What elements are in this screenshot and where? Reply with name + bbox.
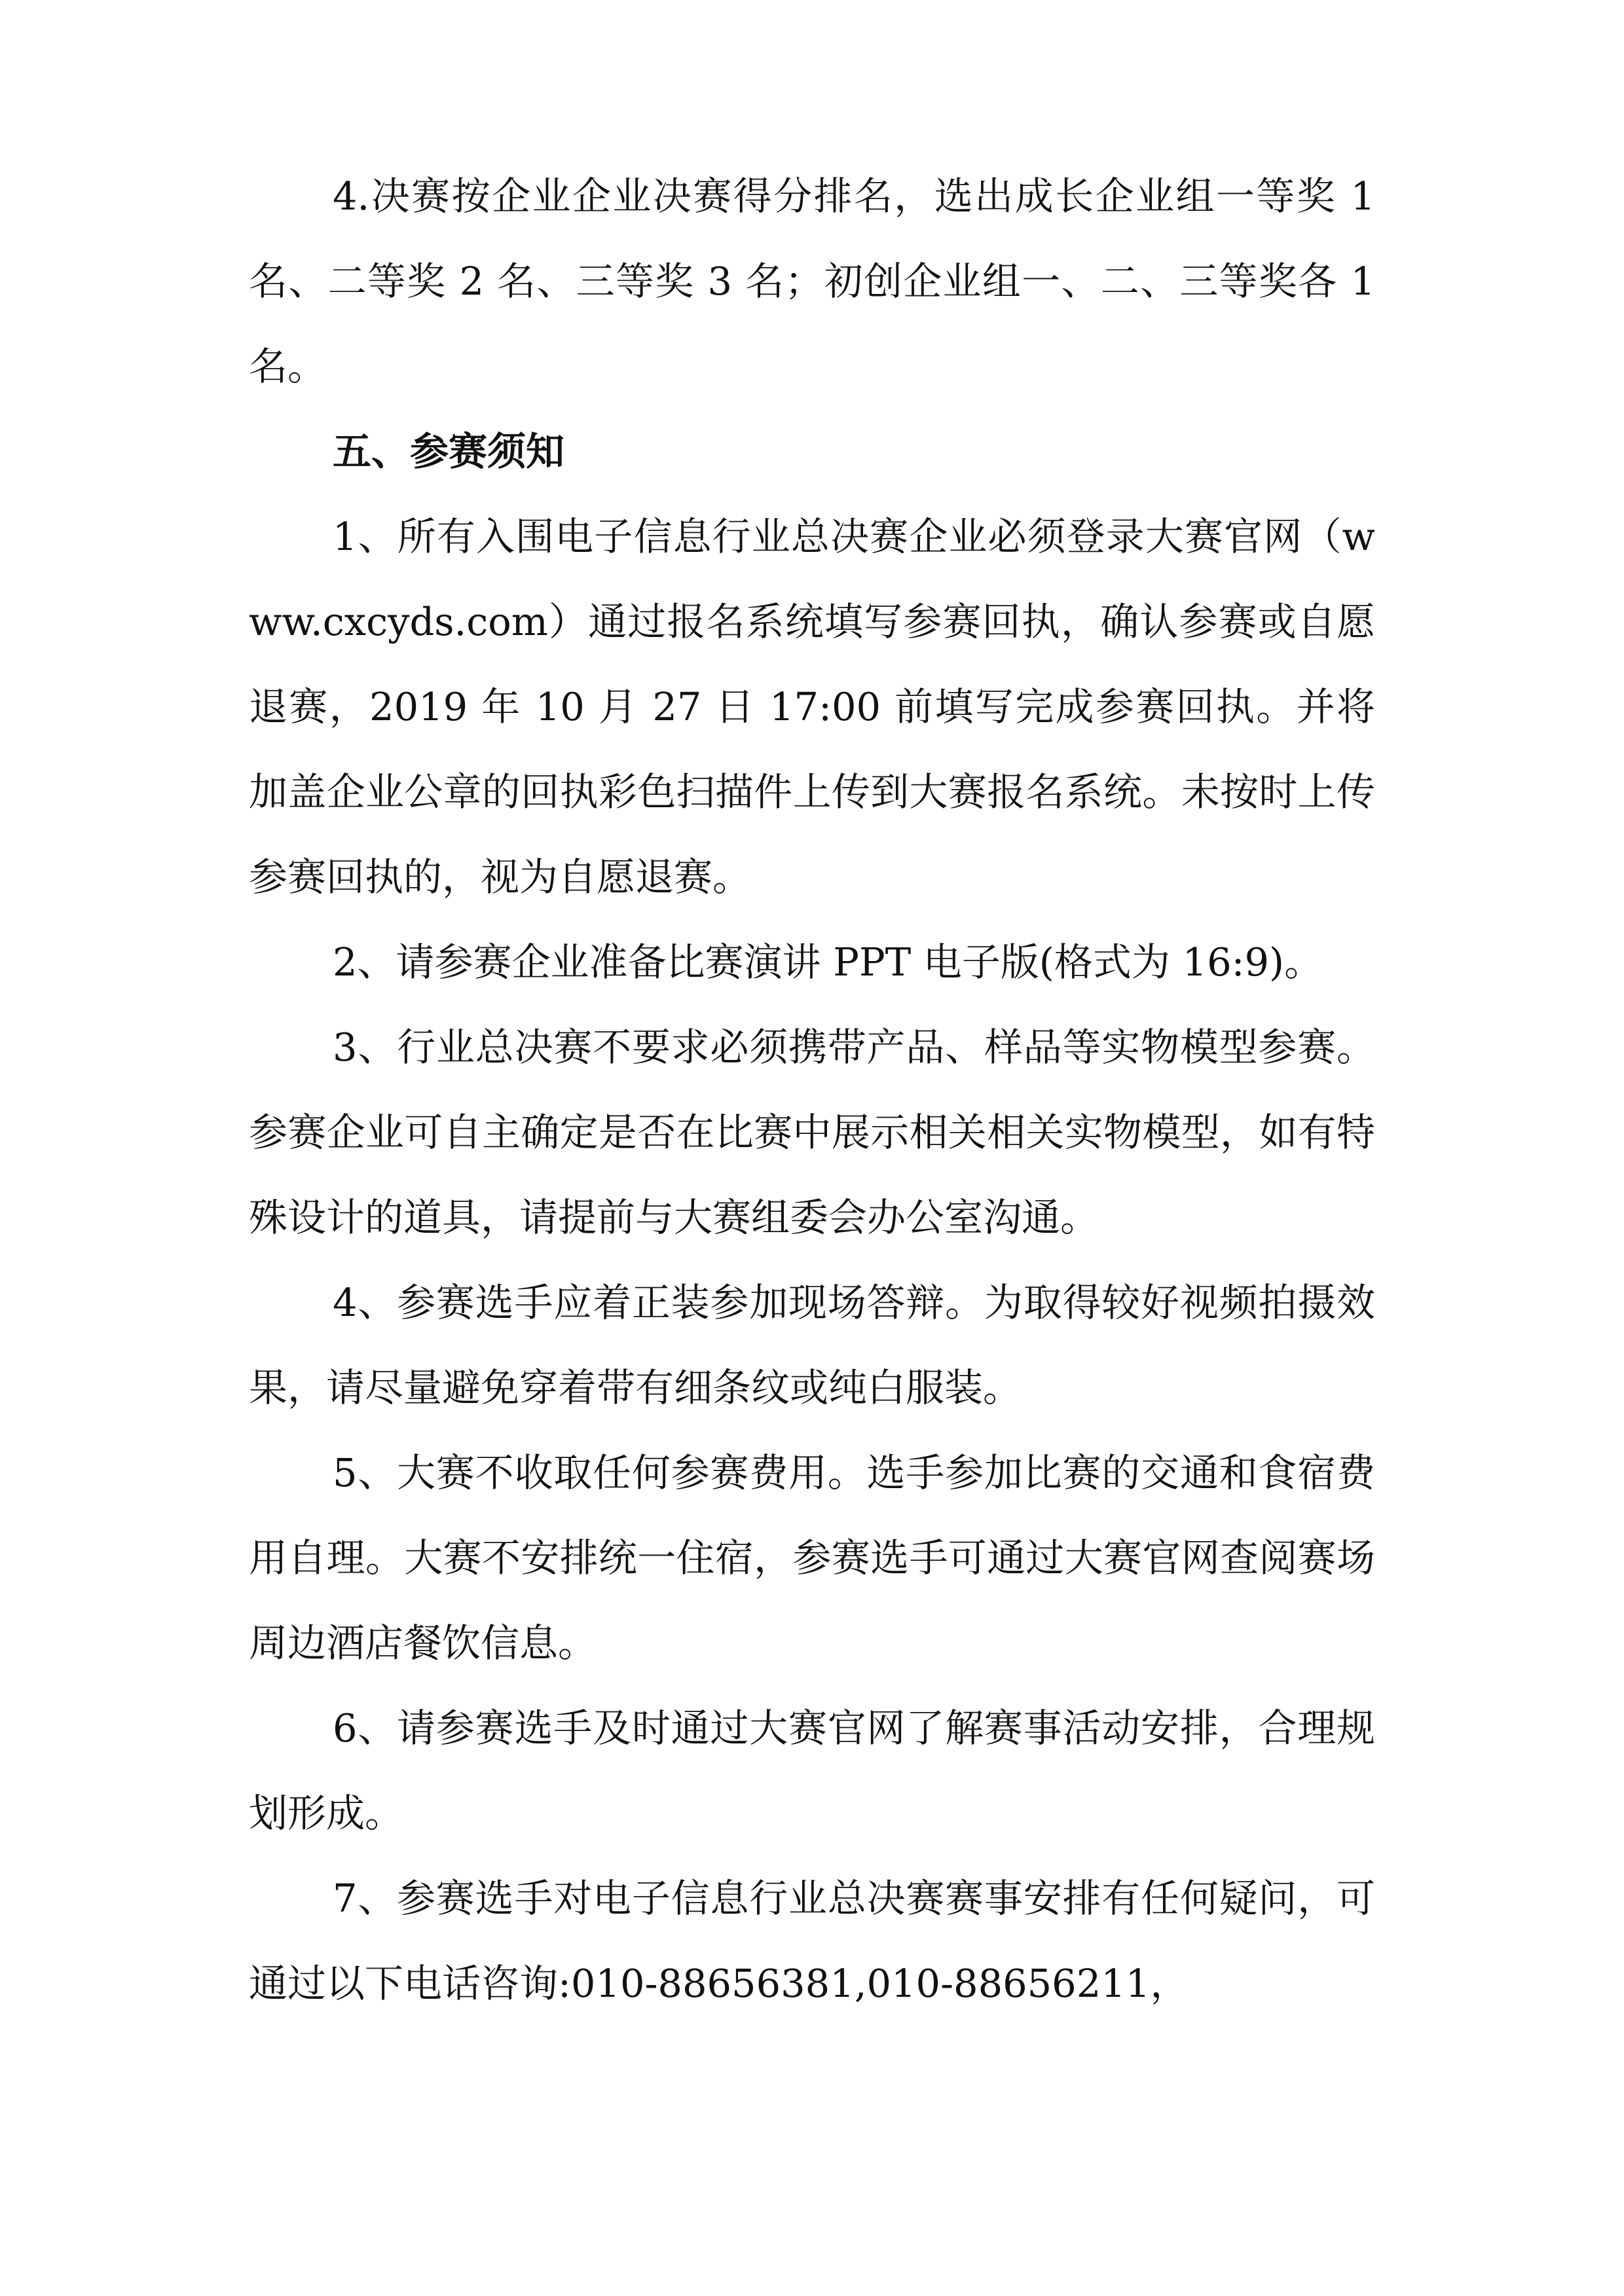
paragraph-notice-4: 4、参赛选手应着正装参加现场答辩。为取得较好视频拍摄效果，请尽量避免穿着带有细条纹或纯白服装。	[249, 1280, 1375, 1410]
document-page	[249, 154, 1375, 2026]
paragraph-notice-6: 6、请参赛选手及时通过大赛官网了解赛事活动安排，合理规划形成。	[249, 1705, 1375, 1836]
paragraph-award-ranking: 4.决赛按企业企业决赛得分排名，选出成长企业组一等奖 1 名、二等奖 2 名、三等奖 3 名；初创企业组一、二、三等奖各 1 名。	[249, 173, 1375, 389]
paragraph-notice-2: 2、请参赛企业准备比赛演讲 PPT 电子版(格式为 16:9)。	[333, 939, 1323, 985]
paragraph-notice-5: 5、大赛不收取任何参赛费用。选手参加比赛的交通和食宿费用自理。大赛不安排统一住宿，参赛选手可通过大赛官网查阅赛场周边酒店餐饮信息。	[249, 1450, 1375, 1666]
section-heading: 五、参赛须知	[333, 429, 565, 474]
paragraph-notice-3: 3、行业总决赛不要求必须携带产品、样品等实物模型参赛。参赛企业可自主确定是否在比赛中展示相关相关实物模型，如有特殊设计的道具，请提前与大赛组委会办公室沟通。	[249, 1025, 1375, 1240]
paragraph-notice-7: 7、参赛选手对电子信息行业总决赛赛事安排有任何疑问，可通过以下电话咨询:010-88656381,010-88656211，	[249, 1876, 1375, 2006]
paragraph-notice-1: 1、所有入围电子信息行业总决赛企业必须登录大赛官网（www.cxcyds.com）通过报名系统填写参赛回执，确认参赛或自愿退赛，2019 年 10 月 27 日 17:00 前填写完成参赛回执。并将加盖企业公章的回执彩色扫描件上传到大赛报名系统。未按时上传参赛回执的，视为自愿退赛。	[249, 514, 1375, 900]
